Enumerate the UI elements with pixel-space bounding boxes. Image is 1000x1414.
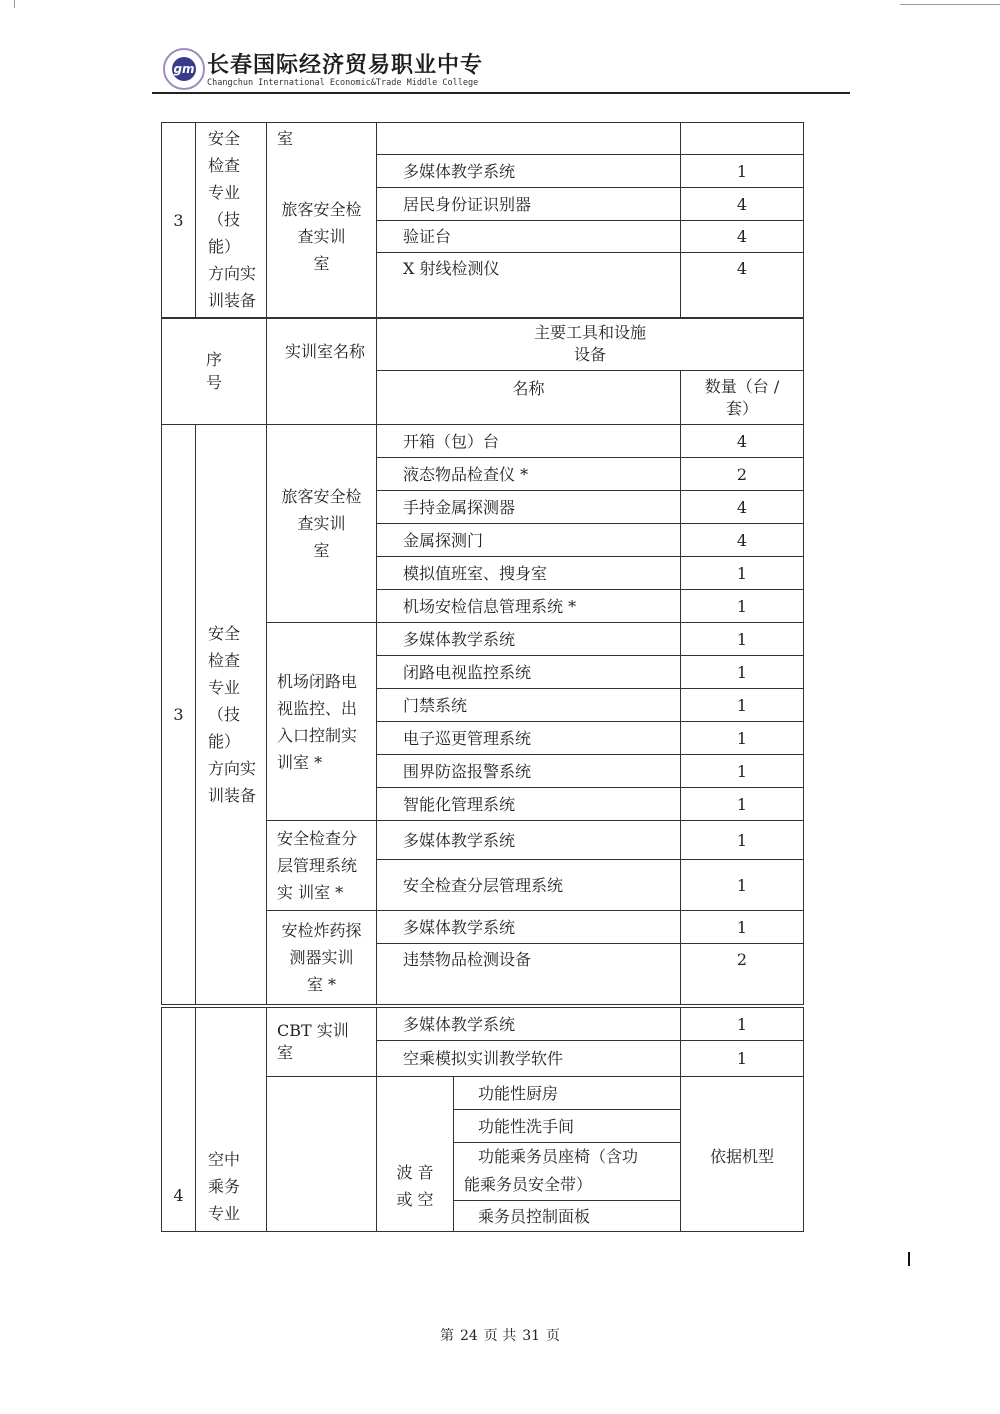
equipment-qty: 4: [681, 221, 804, 253]
text-cursor-mark: [908, 1252, 910, 1266]
equipment-qty: 1: [681, 1041, 804, 1077]
equipment-name: 电子巡更管理系统: [377, 722, 681, 755]
major-name: 空中 乘务 专业: [196, 1008, 267, 1232]
page-prefix: 第: [439, 1328, 454, 1344]
page-current: 24: [459, 1328, 478, 1344]
equipment-name: 门禁系统: [377, 689, 681, 722]
equipment-qty: [681, 123, 804, 155]
school-logo-icon: [163, 48, 205, 90]
equipment-qty: 2: [681, 458, 804, 491]
equipment-name: X 射线检测仪: [377, 253, 681, 319]
header-index: 序 号: [162, 318, 267, 425]
equipment-qty: 1: [681, 1008, 804, 1041]
equipment-qty: 1: [681, 755, 804, 788]
equipment-name: 多媒体教学系统: [377, 155, 681, 188]
equipment-qty: 1: [681, 590, 804, 623]
header-room: 实训室名称: [267, 318, 377, 425]
sub-item: 功能乘务员座椅（含功: [454, 1143, 681, 1171]
room-name-cont: 室: [267, 123, 377, 155]
header-name: 名称: [377, 371, 681, 425]
room-name-cbt: CBT 实训 室: [267, 1008, 377, 1077]
sub-item: 功能性洗手间: [454, 1110, 681, 1143]
equipment-qty: 1: [681, 557, 804, 590]
table-header: [161, 317, 804, 425]
room-name: 旅客安全检 查实训 室: [267, 425, 377, 623]
equipment-qty: 4: [681, 425, 804, 458]
equipment-qty: 1: [681, 689, 804, 722]
room-name: 机场闭路电 视监控、出 入口控制实 训室 *: [267, 623, 377, 821]
page-footer: [0, 1325, 1000, 1345]
equipment-name: 手持金属探测器: [377, 491, 681, 524]
equipment-name: 模拟值班室、搜身室: [377, 557, 681, 590]
equipment-qty: 1: [681, 155, 804, 188]
equipment-qty: 4: [681, 524, 804, 557]
equipment-table-bottom: [161, 1007, 804, 1232]
crop-mark-right: [900, 0, 1000, 5]
equipment-name: 开箱（包）台: [377, 425, 681, 458]
aircraft-category: 波 音 或 空: [377, 1077, 454, 1232]
row-index: 3: [162, 123, 196, 319]
equipment-name: 空乘模拟实训教学软件: [377, 1041, 681, 1077]
equipment-name: 安全检查分层管理系统: [377, 860, 681, 911]
crop-mark-left: [0, 0, 15, 8]
sub-item: 功能性厨房: [454, 1077, 681, 1110]
equipment-qty: 4: [681, 491, 804, 524]
equipment-name: 闭路电视监控系统: [377, 656, 681, 689]
equipment-name: 围界防盗报警系统: [377, 755, 681, 788]
equipment-qty: 4: [681, 188, 804, 221]
equipment-name: 机场安检信息管理系统 *: [377, 590, 681, 623]
page-suffix: 页: [546, 1328, 561, 1344]
equipment-name: 多媒体教学系统: [377, 911, 681, 944]
equipment-qty: 1: [681, 656, 804, 689]
equipment-qty: 依据机型: [681, 1077, 804, 1232]
header-divider: [152, 92, 850, 94]
equipment-qty: 1: [681, 821, 804, 860]
logo-text: gm: [172, 57, 196, 81]
school-name-cn: 长春国际经济贸易职业中专: [207, 53, 484, 78]
row-index: 3: [162, 425, 196, 1005]
equipment-name: 多媒体教学系统: [377, 821, 681, 860]
equipment-name: 多媒体教学系统: [377, 623, 681, 656]
equipment-qty: 1: [681, 860, 804, 911]
sub-item: 能乘务员安全带）: [454, 1171, 681, 1201]
room-name-empty: [267, 1077, 377, 1232]
equipment-name: [377, 123, 681, 155]
page-total: 31: [522, 1328, 541, 1344]
row-index: 4: [162, 1008, 196, 1232]
page-header: [155, 42, 850, 92]
equipment-name: 验证台: [377, 221, 681, 253]
equipment-name: 居民身份证识别器: [377, 188, 681, 221]
room-name: 旅客安全检 查实训 室: [267, 155, 377, 319]
equipment-name: 违禁物品检测设备: [377, 944, 681, 1005]
equipment-table-top: [161, 122, 804, 319]
equipment-name: 液态物品检查仪 *: [377, 458, 681, 491]
equipment-qty: 2: [681, 944, 804, 1005]
equipment-name: 智能化管理系统: [377, 788, 681, 821]
equipment-qty: 4: [681, 253, 804, 319]
room-name: 安全检查分 层管理系统 实 训室 *: [267, 821, 377, 911]
major-name: 安全 检查 专业 （技 能） 方向实 训装备: [196, 123, 267, 319]
equipment-name: 金属探测门: [377, 524, 681, 557]
major-name: 安全 检查 专业 （技 能） 方向实 训装备: [196, 425, 267, 1005]
equipment-qty: 1: [681, 788, 804, 821]
header-qty: 数量（台 / 套）: [681, 371, 804, 425]
room-name: 安检炸药探 测器实训 室 *: [267, 911, 377, 1005]
equipment-table-main: [161, 424, 804, 1005]
sub-item: 乘务员控制面板: [454, 1201, 681, 1232]
equipment-qty: 1: [681, 722, 804, 755]
equipment-qty: 1: [681, 623, 804, 656]
school-name-en: Changchun International Economic&Trade Middle College: [207, 78, 479, 88]
equipment-name: 多媒体教学系统: [377, 1008, 681, 1041]
page-mid: 页 共: [483, 1328, 517, 1344]
header-equipment: 主要工具和设施 设备: [377, 318, 804, 371]
equipment-qty: 1: [681, 911, 804, 944]
